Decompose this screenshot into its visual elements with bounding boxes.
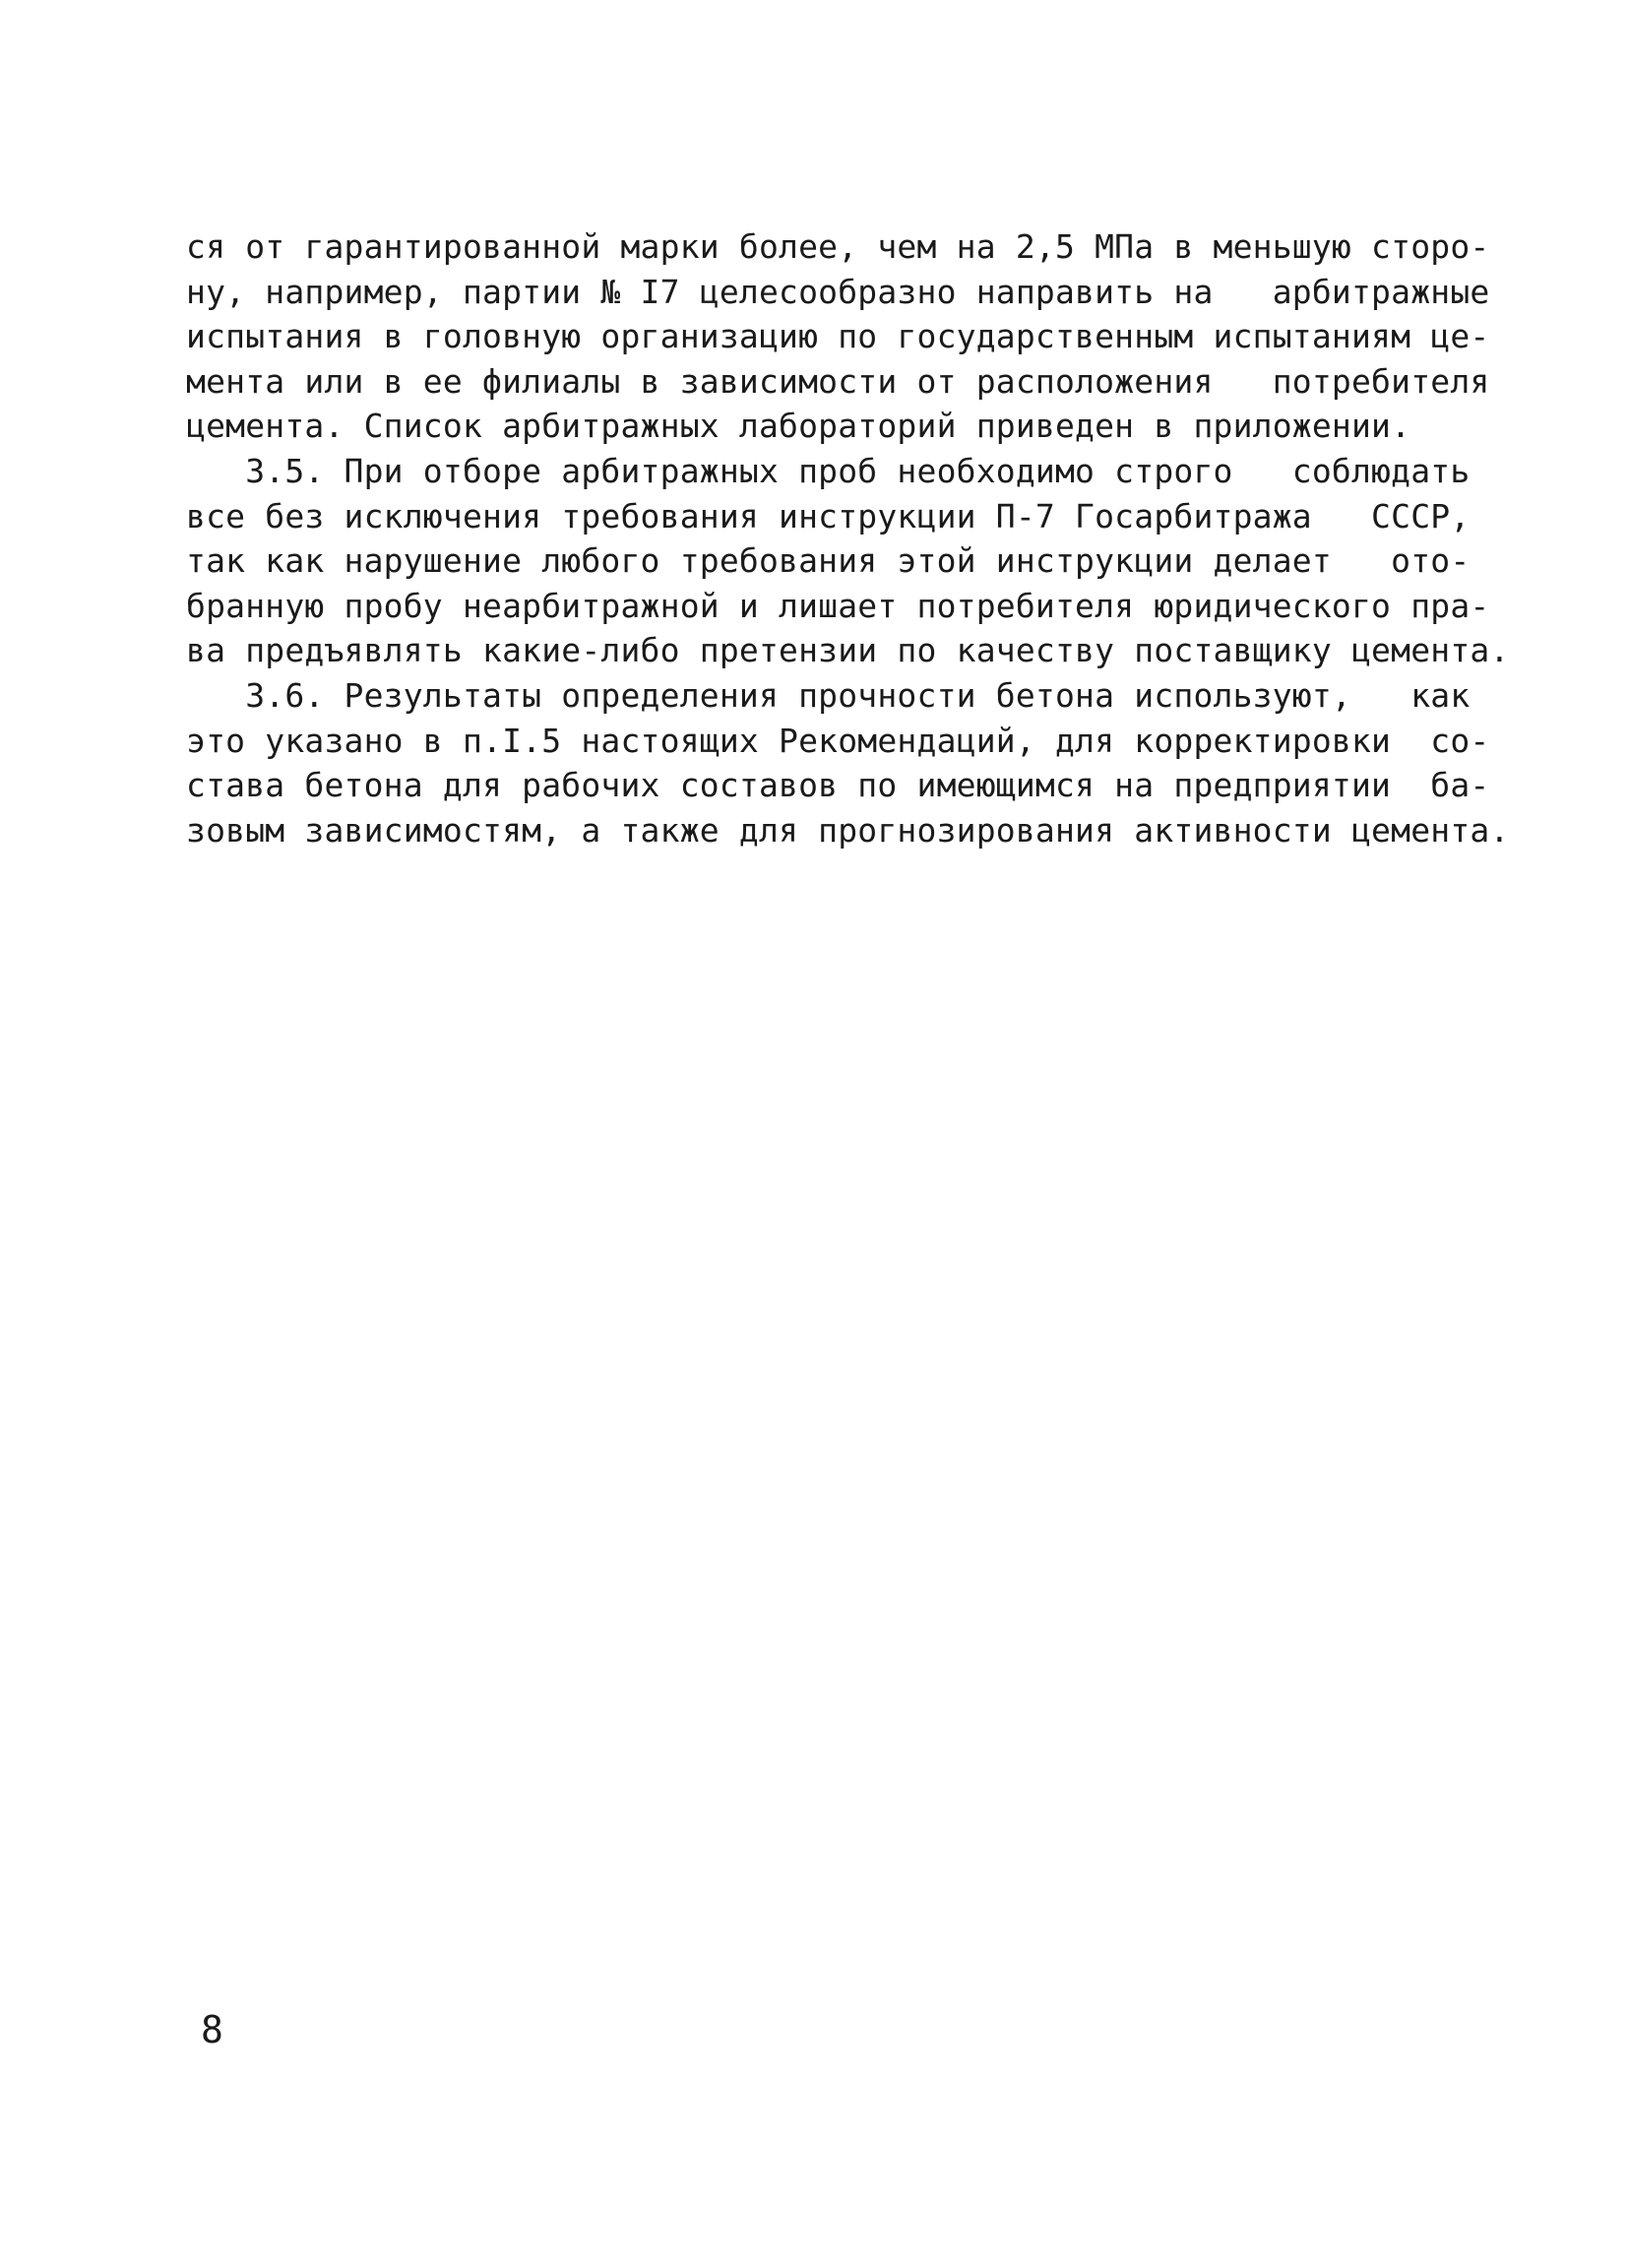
- text-line: зовым зависимостям, а также для прогнозирования активности цемента.: [186, 810, 1510, 850]
- text-line: става бетона для рабочих составов по имеющимся на предприятии ба-: [186, 766, 1490, 805]
- text-line: это указано в п.I.5 настоящих Рекомендаций, для корректировки со-: [186, 721, 1490, 760]
- text-line: так как нарушение любого требования этой инструкции делает ото-: [186, 541, 1471, 581]
- page-number: 8: [201, 2008, 223, 2051]
- body-text: [186, 224, 1510, 852]
- text-line: все без исключения требования инструкции П-7 Госарбитража СССР,: [186, 496, 1471, 536]
- text-line: бранную пробу неарбитражной и лишает потребителя юридического пра-: [186, 586, 1490, 625]
- paragraph-3-5-line: 3.5. При отборе арбитражных проб необходимо строго соблюдать: [186, 451, 1471, 490]
- text-line: мента или в ее филиалы в зависимости от расположения потребителя: [186, 361, 1490, 401]
- text-line: испытания в головную организацию по государственным испытаниям це-: [186, 317, 1490, 356]
- text-line: ся от гарантированной марки более, чем на 2,5 МПа в меньшую сторо-: [186, 227, 1490, 266]
- paragraph-3-6-line: 3.6. Результаты определения прочности бетона используют, как: [186, 675, 1471, 715]
- text-line: цемента. Список арбитражных лабораторий приведен в приложении.: [186, 407, 1411, 446]
- text-line: ну, например, партии № I7 целесообразно направить на арбитражные: [186, 272, 1490, 311]
- text-line: ва предъявлять какие-либо претензии по качеству поставщику цемента.: [186, 631, 1510, 670]
